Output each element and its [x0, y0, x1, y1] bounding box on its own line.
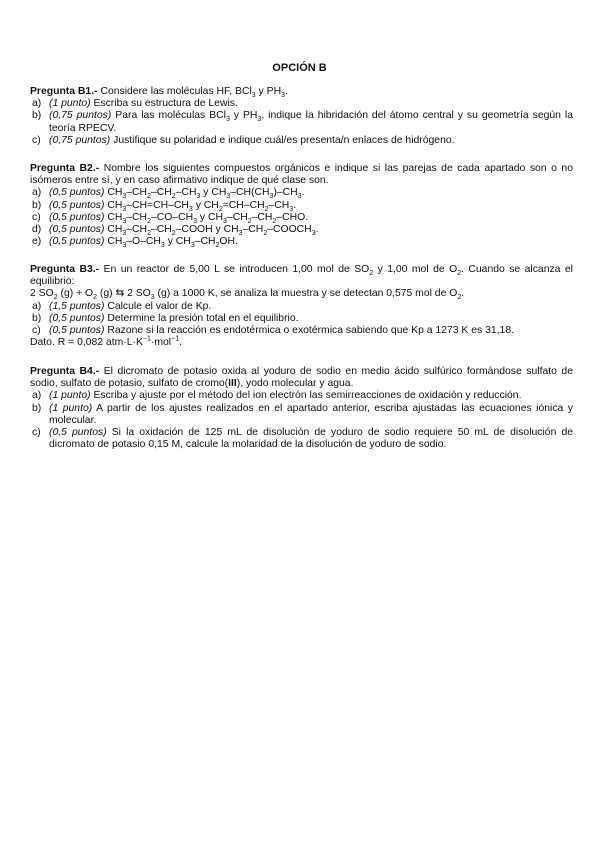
- question-b2-item-d: [30, 224, 573, 236]
- question-b4-item-c: [30, 427, 573, 451]
- item-text: $CH_3-O-CH_3$ y $CH_3-CH_2OH$.: [107, 236, 238, 250]
- item-points: (0,5 puntos): [49, 312, 105, 324]
- item-text: Justifique su polaridad e indique cuál/es presenta/n enlaces de hidrógeno.: [113, 134, 455, 146]
- item-points: (0,5 puntos): [49, 325, 105, 337]
- item-letter: a): [32, 98, 42, 110]
- item-letter: a): [32, 390, 42, 402]
- item-letter: a): [32, 187, 42, 199]
- question-b2: [30, 163, 573, 248]
- item-text: $CH_3-CH=CH-CH_3$ y $CH_2=CH-CH_2-CH_3$.: [107, 199, 297, 213]
- item-letter: c): [32, 211, 41, 223]
- question-b3: [30, 264, 573, 349]
- question-b3-item-b: [30, 313, 573, 325]
- question-b1: [30, 86, 573, 147]
- question-b3-label: Pregunta B3.-: [30, 264, 100, 275]
- item-letter: b): [32, 199, 42, 211]
- question-b3-statement: En un reactor de 5,00 L se introducen 1,00 mol de $SO_2$ y 1,00 mol de $O_2$. Cuando se alcanza el equilibrio:: [30, 264, 573, 288]
- question-b1-statement: Considere las moléculas HF, BCl$_3$ y $PH_3$.: [100, 86, 288, 100]
- question-b1-item-b: [30, 110, 573, 134]
- item-text: $CH_3-CH_2-CH_2-CH_3$ y $CH_3-CH(CH_3)-CH_3$.: [107, 187, 305, 201]
- item-points: (0,5 puntos): [49, 224, 105, 236]
- item-letter: b): [32, 312, 42, 324]
- question-b1-label: Pregunta B1.-: [30, 86, 98, 97]
- question-b4-item-b: [30, 403, 573, 427]
- item-points: (0,5 puntos): [49, 236, 105, 248]
- question-b4-item-a: [30, 390, 573, 402]
- item-points: (0,5 puntos): [49, 199, 105, 211]
- item-letter: c): [32, 427, 41, 439]
- question-b3-intro: [30, 264, 573, 288]
- item-text: Determine la presión total en el equilibrio.: [107, 312, 299, 324]
- question-b2-item-c: [30, 212, 573, 224]
- item-text: Razone si la reacción es endotérmica o exotérmica sabiendo que Kp a 1273 K es 31,18.: [107, 325, 514, 337]
- question-b4-label: Pregunta B4.-: [30, 366, 100, 377]
- question-b3-item-a: [30, 301, 573, 313]
- item-letter: c): [32, 134, 41, 146]
- item-text: A partir de los ajustes realizados en el apartado anterior, escriba ajustadas las ecuaciones iónica y molecular.: [49, 402, 573, 426]
- question-b3-equation: 2 $SO_2$ $(g) + O_2$ (g) ⇆ 2 $SO_3$ (g) a 1000 K, se analiza la muestra y se detectan 0,575 mol de $O_2$.: [30, 288, 465, 302]
- item-letter: c): [32, 325, 41, 337]
- item-points: (0,75 puntos): [49, 134, 111, 146]
- item-text: Escriba su estructura de Lewis.: [93, 98, 238, 110]
- question-b2-item-b: [30, 200, 573, 212]
- item-text: $CH_3-CH_2-CH_2$–COOH y $CH_3-CH_2-COOCH_3$.: [107, 224, 319, 238]
- item-points: (1,5 puntos): [49, 300, 105, 312]
- item-text: Para las moléculas BCl$_3$ y $PH_3$, indique la hibridación del átomo central y su geometría según la teoría RPECV.: [49, 110, 573, 134]
- item-points: (0,75 puntos): [49, 110, 112, 122]
- question-b4-intro: [30, 366, 573, 390]
- question-b4-statement: El dicromato de potasio oxida al yoduro de sodio en medio ácido sulfúrico formándose sulfato de sodio, sulfato de potasio, sulfato de cromo(III), yodo molecular y agua.: [30, 366, 573, 390]
- question-b1-intro: [30, 86, 573, 98]
- question-b1-item-c: [30, 135, 573, 147]
- item-points: (0,5 puntos): [49, 187, 105, 199]
- question-b2-item-a: [30, 187, 573, 199]
- item-text: Escriba y ajuste por el método del ion electrón las semirreacciones de oxidación y reducción.: [93, 390, 522, 402]
- question-b2-statement: Nombre los siguientes compuestos orgánicos e indique si las parejas de cada apartado son o no isómeros entre sí, y en caso afirmativo indique de qué clase son.: [30, 163, 573, 187]
- item-points: (1 punto): [49, 390, 91, 402]
- item-points: (1 punto): [49, 402, 93, 414]
- item-text: $CH_3-CH_2-CO-CH_3$ y $CH_3-CH_2-CH_2$–CHO.: [107, 211, 309, 225]
- question-b2-intro: [30, 163, 573, 187]
- question-b2-label: Pregunta B2.-: [30, 163, 100, 174]
- item-points: (1 punto): [49, 98, 91, 110]
- item-text: Si la oxidación de 125 mL de disolución de yoduro de sodio requiere 50 mL de disolución de dicromato de potasio 0,15 M, calcule la molaridad de la disolución de yoduro de sodio.: [49, 427, 573, 451]
- question-b3-dato: Dato. R = 0,082 $atm\cdot L\cdot K^{-1}\cdot mol^{-1}$.: [30, 335, 182, 349]
- item-text: Calcule el valor de Kp.: [107, 300, 212, 312]
- item-points: (0,5 puntos): [49, 211, 105, 223]
- question-b2-item-e: [30, 236, 573, 248]
- item-letter: e): [32, 236, 42, 248]
- section-heading: OPCIÓN B: [272, 62, 327, 74]
- question-b4: [30, 366, 573, 451]
- question-b3-item-c: [30, 325, 573, 337]
- item-letter: b): [32, 110, 42, 122]
- item-letter: b): [32, 402, 42, 414]
- item-points: (0,5 puntos): [49, 427, 107, 439]
- item-letter: d): [32, 224, 42, 236]
- question-b1-item-a: [30, 98, 573, 110]
- item-letter: a): [32, 300, 42, 312]
